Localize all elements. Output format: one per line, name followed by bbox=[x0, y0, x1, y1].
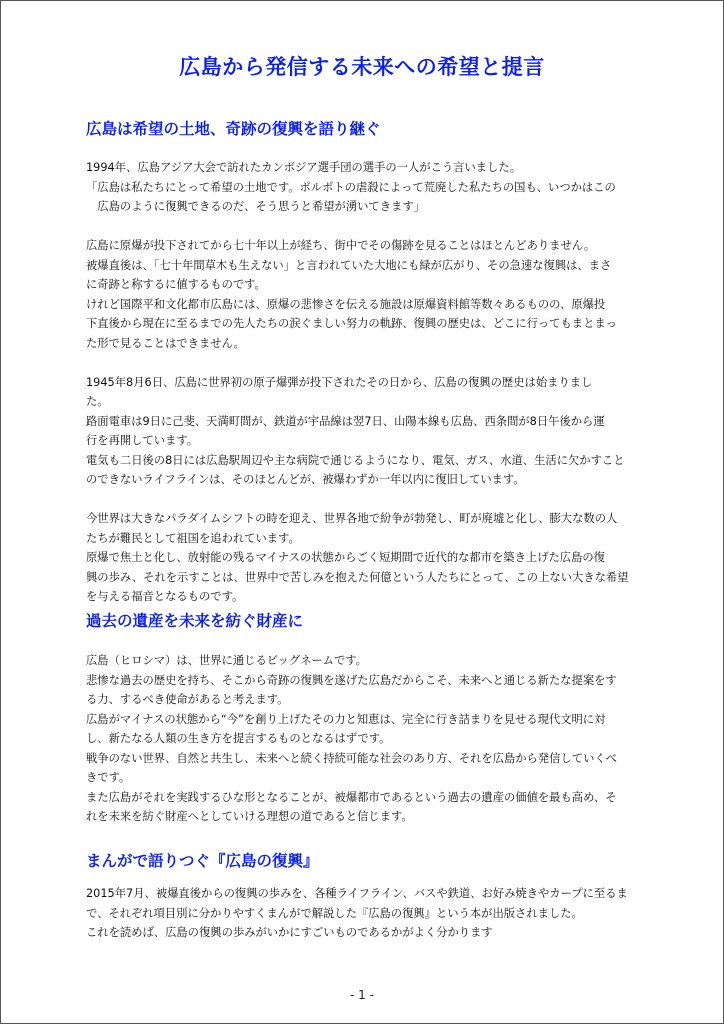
text-line: で、それぞれ項目別に分かりやすくまんがで解説した『広島の復興』という本が出版されました。 bbox=[86, 906, 583, 920]
text-line: きです。 bbox=[86, 771, 131, 784]
text-line: これを読めば、広島の復興の歩みがいかにすごいものであるかがよく分かります bbox=[86, 926, 493, 939]
text-line: し、新たなる人類の生き方を提言するものとなるはずです。 bbox=[86, 732, 391, 745]
text-line: 被爆直後は、「七十年間草木も生えない」と言われていた大地にも緑が広がり、その急速な復興は、まさ bbox=[86, 258, 612, 272]
section-heading-legacy: 過去の遺産を未来を紡ぐ財産に bbox=[86, 612, 304, 630]
text-line: のできないライフラインは、そのほとんどが、被爆わずか一年以内に復旧しています。 bbox=[86, 473, 525, 486]
text-line: る力、するべき使命があると考えます。 bbox=[86, 693, 289, 706]
text-line: たちが難民として祖国を追われています。 bbox=[86, 531, 300, 545]
text-line: 2015年7月、被爆直後からの復興の歩みを、各種ライフライン、バスや鉄道、お好み焼きやカープに至るま bbox=[86, 887, 628, 900]
document-title: 広島から発信する未来への希望と提言 bbox=[179, 55, 545, 79]
text-line: を与える福音となるものです。 bbox=[86, 590, 244, 603]
text-line: 広島（ヒロシマ）は、世界に通じるビッグネームです。 bbox=[86, 654, 367, 667]
section-heading-manga: まんがで語りつぐ『広島の復興』 bbox=[86, 852, 319, 870]
text-line: 今世界は大きなパラダイムシフトの時を迎え、世界各地で紛争が勃発し、町が廃墟と化し、膨大な数の人 bbox=[86, 512, 618, 525]
text-line: れを未来を紡ぐ財産へとしていける理想の道であると信じます。 bbox=[86, 810, 413, 823]
text-line: けれど国際平和文化都市広島には、原爆の悲惨さを伝える施設は原爆資料館等数々あるものの、原爆投 bbox=[86, 297, 606, 311]
text-line: た。 bbox=[86, 395, 109, 408]
text-line: 広島のように復興できるのだ、そう思うと希望が湧いてきます」 bbox=[86, 200, 425, 213]
text-line: 行を再開しています。 bbox=[86, 434, 199, 447]
page-number: - 1 - bbox=[350, 988, 374, 1002]
text-line: 1945年8月6日、広島に世界初の原子爆弾が投下されたその日から、広島の復興の歴史は始まりまし bbox=[86, 375, 593, 389]
text-line: また広島がそれを実践するひな形となることが、被爆都市であるという過去の遺産の価値を最も高め、そ bbox=[86, 790, 617, 804]
text-line: 広島に原爆が投下されてから七十年以上が経ち、街中でその傷跡を見ることはほとんどありません。 bbox=[86, 239, 596, 252]
text-line: 下直後から現在に至るまでの先人たちの涙ぐましい努力の軌跡、復興の歴史は、どこに行ってもまとまっ bbox=[86, 317, 617, 330]
text-line: 1994年、広島アジア大会で訪れたカンボジア選手団の選手の一人がこう言いました。 bbox=[86, 161, 521, 174]
text-line: に奇跡と称するに値するものです。 bbox=[86, 278, 266, 291]
section-heading-hope: 広島は希望の土地、奇跡の復興を語り継ぐ bbox=[86, 120, 381, 138]
text-line: 悲惨な過去の歴史を持ち、そこから奇跡の復興を遂げた広島だからこそ、未来へと通じる新たな提案をす bbox=[86, 673, 617, 687]
text-line: 原爆で焦土と化し、放射能の残るマイナスの状態からごく短期間で近代的な都市を築き上げた広島の復 bbox=[86, 551, 605, 564]
section-body-legacy bbox=[86, 651, 646, 827]
text-line: 戦争のない世界、自然と共生し、未来へと続く持続可能な社会のあり方、それを広島から発信していくべ bbox=[86, 751, 617, 765]
text-line: 興の歩み、それを示すことは、世界中で苦しみを抱えた何億という人たちにとって、この上ない大きな希望 bbox=[86, 570, 629, 584]
text-line: た形で見ることはできません。 bbox=[86, 336, 245, 350]
section-body-manga bbox=[86, 884, 646, 943]
text-line: 電気も二日後の8日には広島駅周辺や主な病院で通じるようになり、電気、ガス、水道、生活に欠かすこと bbox=[86, 453, 625, 467]
text-line: 広島がマイナスの状態から“今”を創り上げたその力と知恵は、完全に行き詰まりを見せる現代文明に対 bbox=[86, 712, 606, 726]
text-line: 「広島は私たちにとって希望の土地です。ポルポトの虐殺によって荒廃した私たちの国も、いつかはこの bbox=[86, 180, 616, 194]
text-line: 路面電車は9日に己斐、天満町間が、鉄道が宇品線は翌7日、山陽本線も広島、西条間が8日午後から運 bbox=[86, 414, 605, 428]
section-body-hope bbox=[86, 158, 646, 607]
